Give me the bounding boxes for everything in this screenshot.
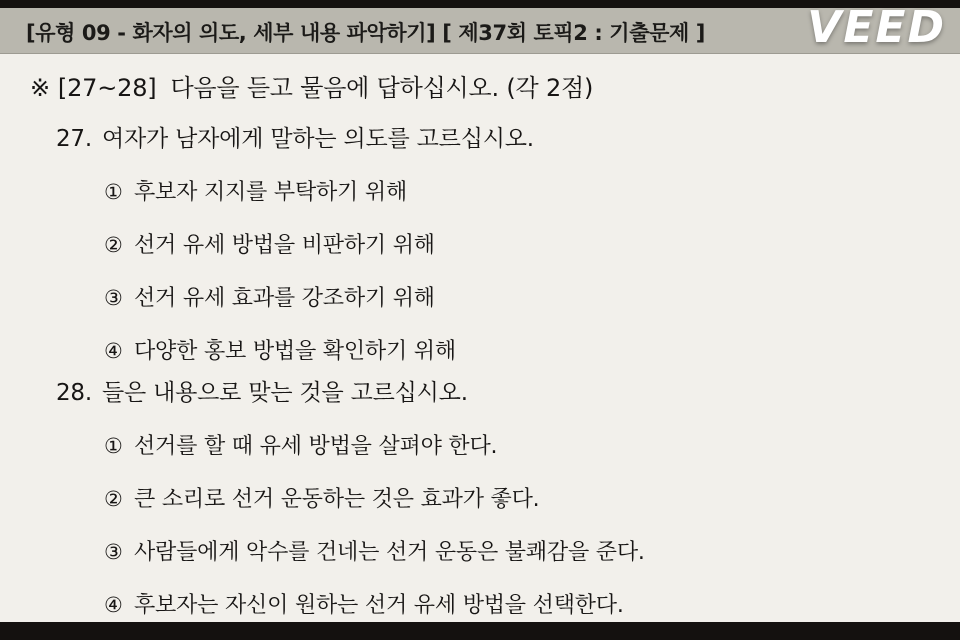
choice-marker-icon: ③ bbox=[104, 540, 123, 564]
choice-28-2[interactable] bbox=[104, 482, 960, 513]
choice-28-4[interactable] bbox=[104, 588, 960, 619]
choice-label: 선거 유세 효과를 강조하기 위해 bbox=[134, 286, 435, 311]
question-block-28 bbox=[0, 374, 960, 619]
header-title: [유형 09 - 화자의 의도, 세부 내용 파악하기] [ 제37회 토픽2 : 기출문제 ] bbox=[26, 21, 705, 45]
choice-label: 선거를 할 때 유세 방법을 살펴야 한다. bbox=[134, 434, 498, 459]
choice-marker-icon: ① bbox=[104, 434, 123, 458]
veed-watermark: VEED bbox=[807, 2, 946, 53]
question-sheet bbox=[0, 54, 960, 622]
choice-label: 선거 유세 방법을 비판하기 위해 bbox=[134, 233, 435, 258]
instruction-line bbox=[30, 68, 593, 103]
instruction-text: 다음을 듣고 물음에 답하십시오. (각 2점) bbox=[170, 74, 594, 102]
choice-marker-icon: ④ bbox=[104, 339, 123, 363]
question-stem-27 bbox=[56, 120, 960, 153]
letterbox-bottom bbox=[0, 622, 960, 640]
question-stem-28 bbox=[56, 374, 960, 407]
choice-marker-icon: ③ bbox=[104, 286, 123, 310]
choice-28-3[interactable] bbox=[104, 535, 960, 566]
choice-label: 다양한 홍보 방법을 확인하기 위해 bbox=[134, 339, 456, 364]
choice-28-1[interactable] bbox=[104, 429, 960, 460]
question-text-27: 여자가 남자에게 말하는 의도를 고르십시오. bbox=[101, 126, 534, 152]
choice-label: 사람들에게 악수를 건네는 선거 운동은 불쾌감을 준다. bbox=[134, 540, 645, 565]
choice-label: 후보자 지지를 부탁하기 위해 bbox=[134, 180, 408, 205]
question-number-28: 28. bbox=[56, 380, 92, 406]
choice-27-1[interactable] bbox=[104, 175, 960, 206]
instruction-range: [27~28] bbox=[57, 74, 157, 102]
choice-label: 큰 소리로 선거 운동하는 것은 효과가 좋다. bbox=[134, 487, 540, 512]
choice-27-3[interactable] bbox=[104, 281, 960, 312]
choice-marker-icon: ④ bbox=[104, 593, 123, 617]
question-number-27: 27. bbox=[56, 126, 92, 152]
choice-27-2[interactable] bbox=[104, 228, 960, 259]
choice-marker-icon: ② bbox=[104, 233, 123, 257]
choice-label: 후보자는 자신이 원하는 선거 유세 방법을 선택한다. bbox=[134, 593, 624, 618]
choice-marker-icon: ② bbox=[104, 487, 123, 511]
question-block-27 bbox=[0, 120, 960, 365]
question-text-28: 들은 내용으로 맞는 것을 고르십시오. bbox=[101, 380, 468, 406]
choice-27-4[interactable] bbox=[104, 334, 960, 365]
instruction-mark-icon: ※ bbox=[30, 74, 50, 102]
choice-marker-icon: ① bbox=[104, 180, 123, 204]
